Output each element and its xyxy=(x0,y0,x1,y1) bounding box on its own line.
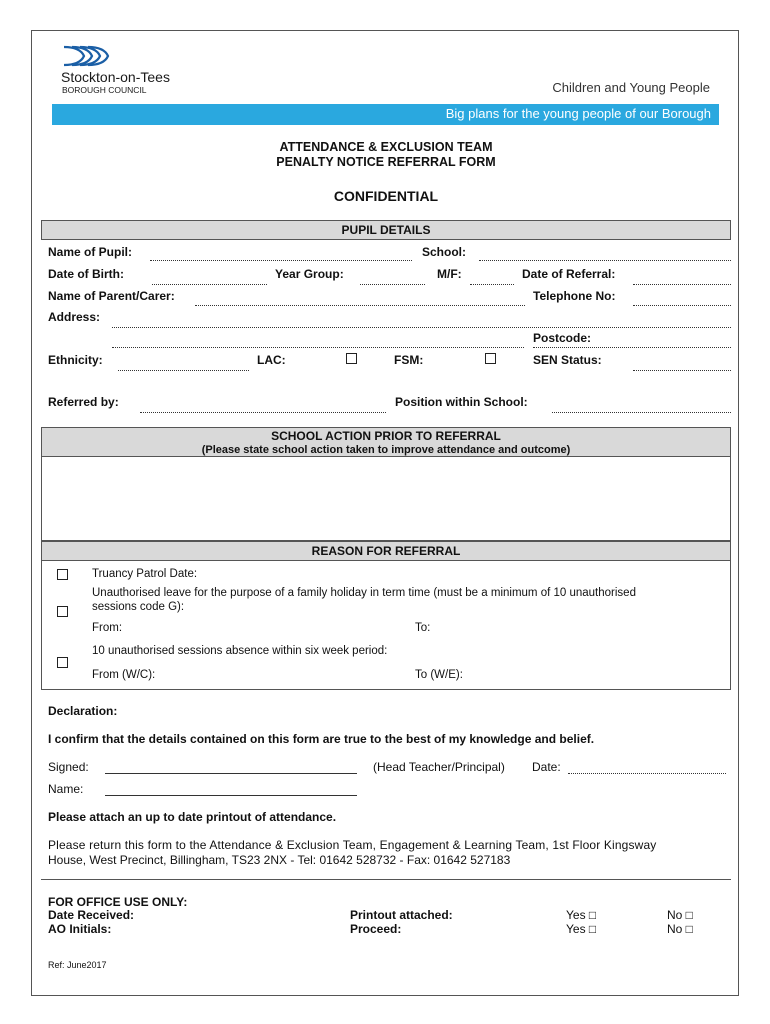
org-subtitle: BOROUGH COUNCIL xyxy=(62,85,147,95)
declaration-heading: Declaration: xyxy=(48,704,118,718)
form-page xyxy=(31,30,739,996)
school-action-heading xyxy=(41,427,731,457)
declaration-statement: I confirm that the details contained on this form are true to the best of my knowledge and belief. xyxy=(48,732,595,746)
truancy-checkbox[interactable] xyxy=(57,569,68,580)
parent-carer-field[interactable] xyxy=(195,305,525,306)
referred-by-label: Referred by: xyxy=(48,395,119,409)
sessions-label: 10 unauthorised sessions absence within six week period: xyxy=(92,645,388,657)
ethnicity-label: Ethnicity: xyxy=(48,353,103,367)
signed-date-label: Date: xyxy=(532,760,561,774)
referred-by-field[interactable] xyxy=(140,412,386,413)
department-name: Children and Young People xyxy=(552,80,710,95)
reason-heading: REASON FOR REFERRAL xyxy=(41,541,731,561)
school-label: School: xyxy=(422,245,466,259)
position-label: Position within School: xyxy=(395,395,528,409)
lac-label: LAC: xyxy=(257,353,286,367)
pupil-details-heading: PUPIL DETAILS xyxy=(41,220,731,240)
fsm-checkbox[interactable] xyxy=(485,353,496,364)
holiday-from-label: From: xyxy=(92,622,123,634)
signed-date-field[interactable] xyxy=(568,773,726,774)
parent-carer-label: Name of Parent/Carer: xyxy=(48,289,175,303)
printout-no-option[interactable]: No □ xyxy=(667,908,693,922)
pupil-name-field[interactable] xyxy=(150,260,412,261)
ethnicity-field[interactable] xyxy=(118,370,249,371)
ao-initials-label: AO Initials: xyxy=(48,922,112,936)
gender-field[interactable] xyxy=(470,284,514,285)
reference-label: Ref: June2017 xyxy=(48,960,107,970)
position-field[interactable] xyxy=(552,412,731,413)
gender-label: M/F: xyxy=(437,267,462,281)
printout-label: Printout attached: xyxy=(350,908,453,922)
holiday-label-line1: Unauthorised leave for the purpose of a family holiday in term time (must be a minimum of 10 unauthorised xyxy=(92,587,636,599)
proceed-no-option[interactable]: No □ xyxy=(667,922,693,936)
sessions-checkbox[interactable] xyxy=(57,657,68,668)
year-group-label: Year Group: xyxy=(275,267,344,281)
name-label: Name: xyxy=(48,782,84,796)
return-line1: Please return this form to the Attendance & Exclusion Team, Engagement & Learning Team, 1st Floor Kingsway xyxy=(48,838,657,852)
sessions-to-label: To (W/E): xyxy=(415,669,463,681)
telephone-label: Telephone No: xyxy=(533,289,616,303)
proceed-label: Proceed: xyxy=(350,922,402,936)
banner-text: Big plans for the young people of our Borough xyxy=(445,106,711,121)
address-field-line1[interactable] xyxy=(112,327,731,328)
return-line2: House, West Precinct, Billingham, TS23 2NX - Tel: 01642 528732 - Fax: 01642 527183 xyxy=(48,853,511,867)
postcode-label: Postcode: xyxy=(533,331,592,345)
head-teacher-label: (Head Teacher/Principal) xyxy=(373,760,505,774)
org-name: Stockton-on-Tees xyxy=(61,69,170,85)
council-logo-icon xyxy=(62,43,114,69)
address-label: Address: xyxy=(48,310,101,324)
truancy-label: Truancy Patrol Date: xyxy=(92,568,198,580)
printout-yes-option[interactable]: Yes □ xyxy=(566,908,597,922)
signature-field[interactable] xyxy=(105,773,357,774)
title-line2: PENALTY NOTICE REFERRAL FORM xyxy=(276,155,496,169)
proceed-yes-option[interactable]: Yes □ xyxy=(566,922,597,936)
fsm-label: FSM: xyxy=(394,353,424,367)
confidential-label: CONFIDENTIAL xyxy=(333,188,439,204)
pupil-name-label: Name of Pupil: xyxy=(48,245,133,259)
dob-field[interactable] xyxy=(152,284,267,285)
lac-checkbox[interactable] xyxy=(346,353,357,364)
sen-status-field[interactable] xyxy=(633,370,731,371)
holiday-to-label: To: xyxy=(415,622,431,634)
sessions-from-label: From (W/C): xyxy=(92,669,156,681)
office-divider xyxy=(41,879,731,880)
date-received-label: Date Received: xyxy=(48,908,135,922)
telephone-field[interactable] xyxy=(633,305,731,306)
holiday-label-line2: sessions code G): xyxy=(92,601,185,613)
date-of-referral-field[interactable] xyxy=(633,284,731,285)
school-action-textarea[interactable] xyxy=(41,456,731,541)
address-field-line2[interactable] xyxy=(112,347,524,348)
name-field[interactable] xyxy=(105,795,357,796)
office-heading: FOR OFFICE USE ONLY: xyxy=(48,895,188,909)
year-group-field[interactable] xyxy=(360,284,425,285)
date-of-referral-label: Date of Referral: xyxy=(522,267,616,281)
banner-bar xyxy=(52,104,719,125)
school-field[interactable] xyxy=(479,260,731,261)
dob-label: Date of Birth: xyxy=(48,267,124,281)
title-line1: ATTENDANCE & EXCLUSION TEAM xyxy=(279,140,493,154)
attach-note: Please attach an up to date printout of attendance. xyxy=(48,810,337,824)
sen-status-label: SEN Status: xyxy=(533,353,602,367)
holiday-checkbox[interactable] xyxy=(57,606,68,617)
school-action-subtitle: (Please state school action taken to improve attendance and outcome) xyxy=(201,444,571,456)
school-action-title: SCHOOL ACTION PRIOR TO REFERRAL xyxy=(271,429,501,443)
signed-label: Signed: xyxy=(48,760,89,774)
postcode-field[interactable] xyxy=(533,347,731,348)
